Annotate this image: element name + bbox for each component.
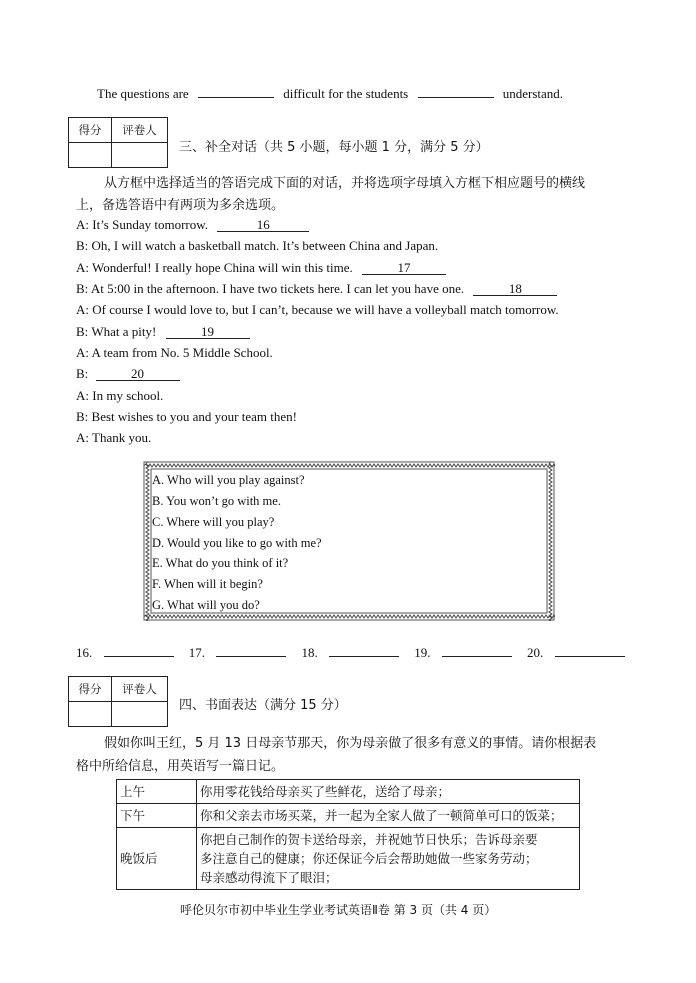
dialogue-text: It’s Sunday tomorrow. — [92, 217, 209, 232]
dialogue-line-3 — [76, 260, 446, 276]
option-a: A. Who will you play against? — [152, 473, 305, 487]
dialogue-text: Best wishes to you and your team then! — [91, 409, 297, 424]
table-row — [117, 804, 580, 828]
answer-number-20: 20. — [527, 645, 544, 660]
content-line: 母亲感动得流下了眼泪； — [200, 870, 338, 885]
dialogue-text: Wonderful! I really hope China will win this time. — [92, 260, 353, 275]
speaker: A: — [76, 217, 89, 232]
answer-line-18[interactable] — [329, 644, 399, 657]
speaker: A: — [76, 345, 89, 360]
speaker: B: — [76, 324, 89, 339]
answer-blank-17[interactable]: 17 — [362, 261, 446, 275]
answer-line-16[interactable] — [104, 644, 174, 657]
table-row — [117, 780, 580, 804]
option-b: B. You won’t go with me. — [152, 494, 281, 508]
dialogue-line-4 — [76, 281, 557, 297]
answer-line-19[interactable] — [442, 644, 512, 657]
section4-prompt-line2: 格中所给信息，用英语写一篇日记。 — [76, 759, 285, 774]
grader-label: 评卷人 — [112, 118, 168, 143]
answer-blank-20[interactable]: 20 — [96, 367, 180, 381]
content-line: 你把自己制作的贺卡送给母亲，并祝她节日快乐；告诉母亲要 — [200, 832, 538, 847]
dialogue-line-9 — [76, 388, 163, 404]
section4-prompt-line1: 假如你叫王红，5 月 13 日母亲节那天，你为母亲做了很多有意义的事情。请你根据表 — [104, 736, 597, 751]
section4-title: 四、书面表达（满分 15 分） — [179, 698, 347, 713]
speaker: B: — [76, 366, 89, 381]
option-f: F. When will it begin? — [152, 577, 263, 591]
dialogue-text: Oh, I will watch a basketball match. It’s between China and Japan. — [91, 238, 439, 253]
dialogue-line-7 — [76, 345, 273, 361]
dialogue-text: In my school. — [92, 388, 164, 403]
section3-instructions-line2: 上，备选答语中有两项为多余选项。 — [76, 198, 285, 213]
option-d: D. Would you like to go with me? — [152, 536, 322, 550]
score-box-section3 — [68, 117, 168, 168]
page-footer: 呼伦贝尔市初中毕业生学业考试英语Ⅱ卷 第 3 页（共 4 页） — [180, 903, 497, 917]
time-cell: 晚饭后 — [117, 828, 197, 890]
dialogue-text: Of course I would love to, but I can’t, because we will have a volleyball match tomorrow. — [92, 302, 559, 317]
fill-sentence-after: understand. — [502, 86, 564, 101]
dialogue-line-10 — [76, 409, 297, 425]
dialogue-line-2 — [76, 238, 438, 254]
speaker: A: — [76, 260, 89, 275]
time-cell: 下午 — [117, 804, 197, 828]
answer-row — [76, 644, 625, 661]
dialogue-text: A team from No. 5 Middle School. — [91, 345, 273, 360]
score-label: 得分 — [69, 118, 112, 143]
speaker: A: — [76, 388, 89, 403]
fill-sentence — [97, 85, 563, 102]
dialogue-line-11 — [76, 430, 151, 446]
fill-blank-1[interactable] — [198, 85, 274, 98]
speaker: A: — [76, 302, 89, 317]
grader-cell[interactable] — [112, 702, 168, 727]
speaker: B: — [76, 409, 89, 424]
option-c: C. Where will you play? — [152, 515, 275, 529]
answer-number-17: 17. — [188, 645, 205, 660]
answer-line-17[interactable] — [216, 644, 286, 657]
speaker: B: — [76, 238, 89, 253]
table-row — [117, 828, 580, 890]
score-cell[interactable] — [69, 702, 112, 727]
answer-blank-18[interactable]: 18 — [473, 282, 557, 296]
dialogue-line-6 — [76, 324, 250, 340]
content-cell: 你用零花钱给母亲买了些鲜花，送给了母亲； — [197, 780, 580, 804]
option-g: G. What will you do? — [152, 598, 260, 612]
diary-info-table — [116, 779, 580, 890]
content-cell — [197, 828, 580, 890]
answer-number-18: 18. — [301, 645, 318, 660]
score-box-section4 — [68, 676, 168, 727]
content-cell: 你和父亲去市场买菜，并一起为全家人做了一顿简单可口的饭菜； — [197, 804, 580, 828]
speaker: A: — [76, 430, 89, 445]
fill-sentence-middle: difficult for the students — [283, 86, 409, 101]
answer-line-20[interactable] — [555, 644, 625, 657]
fill-sentence-before: The questions are — [97, 86, 189, 101]
dialogue-text: What a pity! — [91, 324, 157, 339]
dialogue-line-5 — [76, 302, 559, 318]
dialogue-line-8 — [76, 366, 180, 382]
section3-title: 三、补全对话（共 5 小题，每小题 1 分，满分 5 分） — [179, 140, 489, 155]
speaker: B: — [76, 281, 89, 296]
answer-blank-19[interactable]: 19 — [166, 325, 250, 339]
time-cell: 上午 — [117, 780, 197, 804]
dialogue-line-1 — [76, 217, 309, 233]
content-line: 多注意自己的健康；你还保证今后会帮助她做一些家务劳动； — [200, 851, 538, 866]
score-label: 得分 — [69, 677, 112, 702]
answer-blank-16[interactable]: 16 — [217, 218, 309, 232]
score-cell[interactable] — [69, 143, 112, 168]
section3-instructions-line1: 从方框中选择适当的答语完成下面的对话，并将选项字母填入方框下相应题号的横线 — [104, 176, 586, 191]
answer-number-16: 16. — [76, 645, 93, 660]
grader-cell[interactable] — [112, 143, 168, 168]
dialogue-text: At 5:00 in the afternoon. I have two tickets here. I can let you have one. — [90, 281, 465, 296]
fill-blank-2[interactable] — [418, 85, 494, 98]
option-e: E. What do you think of it? — [152, 556, 289, 570]
answer-number-19: 19. — [414, 645, 431, 660]
grader-label: 评卷人 — [112, 677, 168, 702]
dialogue-text: Thank you. — [92, 430, 152, 445]
